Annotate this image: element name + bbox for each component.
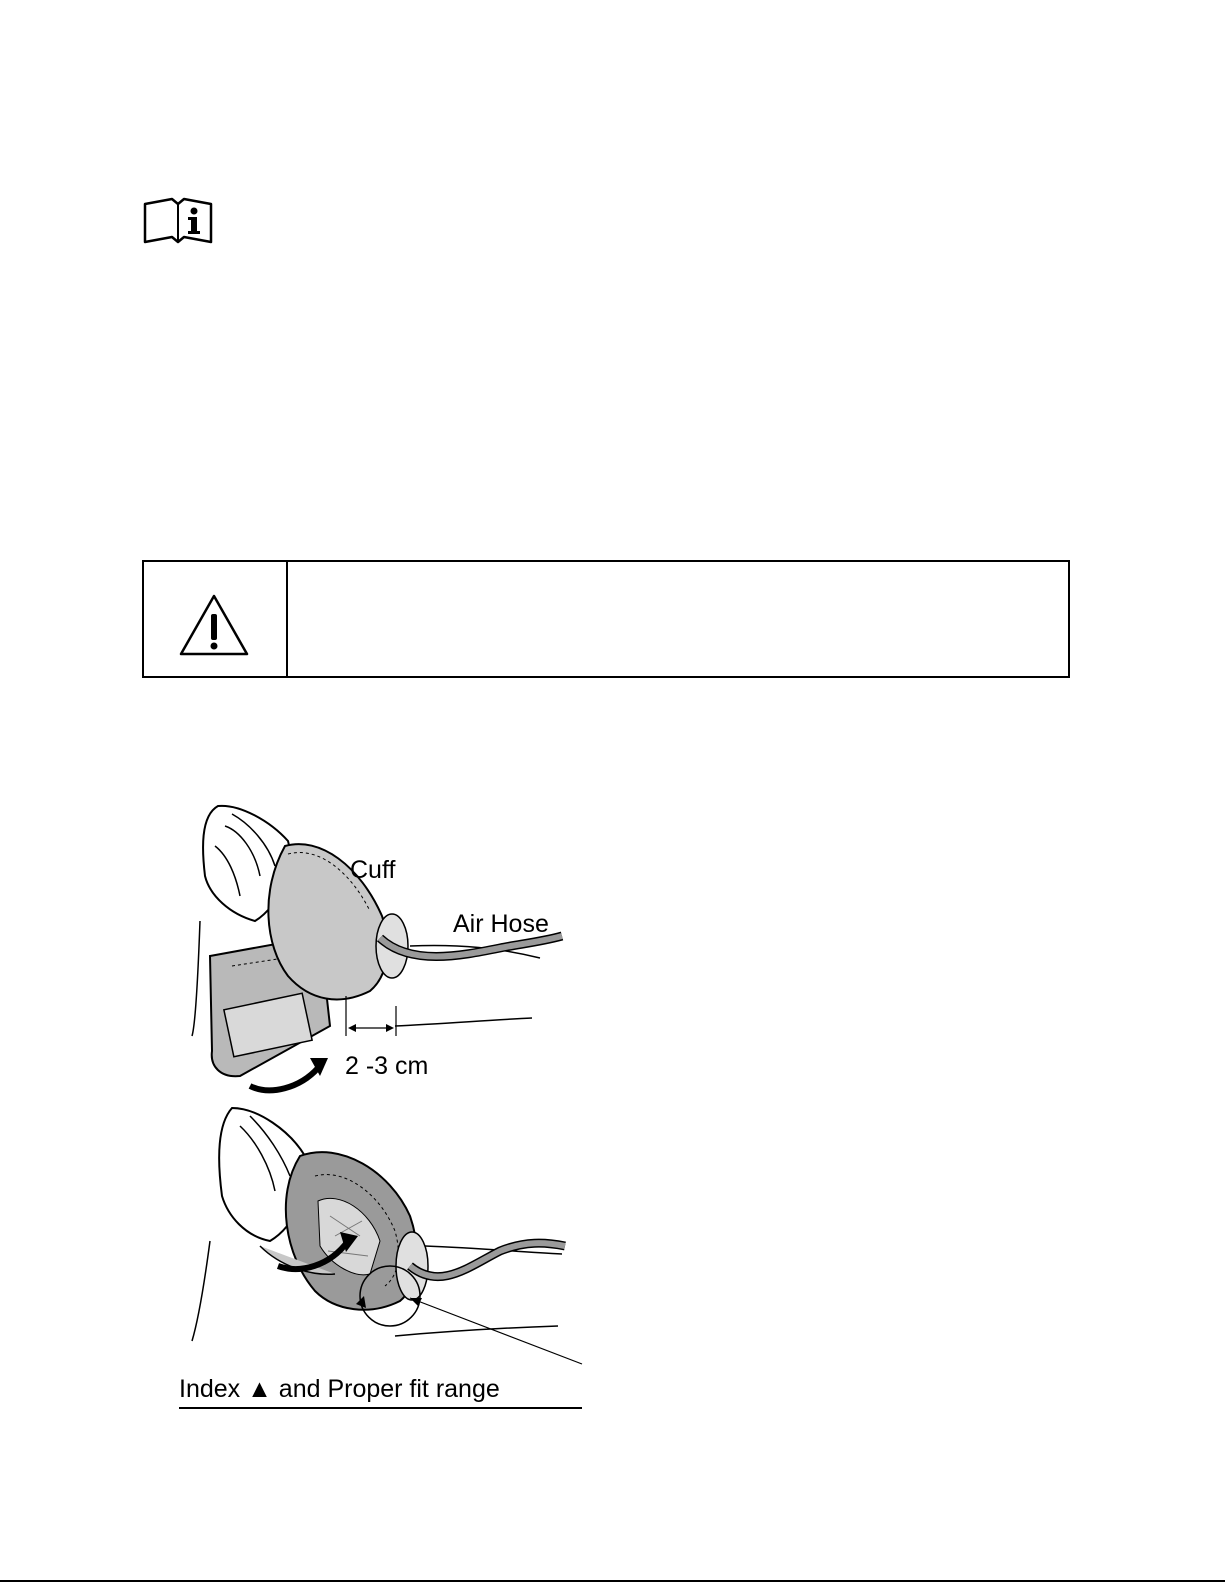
label-air-hose: Air Hose — [453, 910, 549, 938]
page-bottom-rule — [0, 1580, 1225, 1582]
upper-arm-illustration — [192, 806, 562, 1090]
label-cuff: Cuff — [350, 856, 396, 884]
label-distance: 2 -3 cm — [345, 1052, 429, 1080]
figure-caption: Index ▲ and Proper fit range — [179, 1375, 500, 1403]
warning-box — [142, 560, 1070, 678]
warning-icon-cell — [144, 562, 288, 676]
warning-triangle-icon — [178, 592, 250, 658]
consult-instructions-icon — [142, 196, 214, 246]
cuff-application-figure — [170, 796, 590, 1416]
lower-arm-illustration — [192, 1108, 582, 1364]
